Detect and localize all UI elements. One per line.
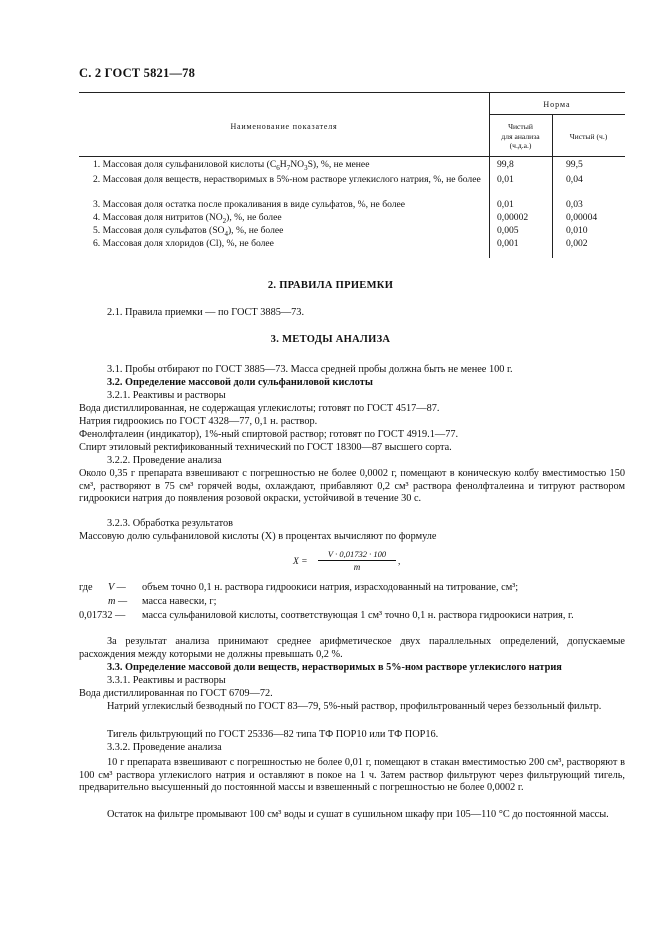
row-value-analysis: 0,01	[497, 174, 514, 185]
column-header-name: Наименование показателя	[230, 122, 338, 131]
column-header-pure-analysis: Чистый для анализа (ч.д.а.)	[501, 122, 540, 150]
subsection-title: 3.2. Определение массовой доли сульфаниловой кислоты	[107, 377, 373, 388]
def-k-symbol: 0,01732 —	[79, 610, 126, 621]
row-value-analysis: 0,005	[497, 225, 519, 236]
row-value-analysis: 0,00002	[497, 212, 529, 223]
row-value-pure: 0,010	[566, 225, 588, 236]
row-value-analysis: 0,01	[497, 199, 514, 210]
row-value-analysis: 99,8	[497, 159, 514, 170]
row-value-pure: 0,03	[566, 199, 583, 210]
subsection-title: 3.3. Определение массовой доли веществ, нерастворимых в 5%-ном растворе углекислого натрия	[107, 662, 562, 673]
paragraph: Тигель фильтрующий по ГОСТ 25336—82 типа ТФ ПОР10 или ТФ ПОР16.	[107, 729, 439, 740]
paragraph: 2.1. Правила приемки — по ГОСТ 3885—73.	[107, 307, 305, 318]
paragraph: 3.3.2. Проведение анализа	[107, 742, 222, 753]
paragraph: Спирт этиловый ректификованный технический по ГОСТ 18300—87 высшего сорта.	[79, 442, 452, 453]
paragraph: Натрия гидроокись по ГОСТ 4328—77, 0,1 н. раствор.	[79, 416, 318, 427]
paragraph: Вода дистиллированная по ГОСТ 6709—72.	[79, 688, 273, 699]
def-v-symbol: V —	[108, 582, 126, 593]
paragraph: Натрий углекислый безводный по ГОСТ 83—79, 5%-ный раствор, профильтрованный через беззольный фильтр.	[107, 701, 602, 712]
formula-fraction	[318, 549, 396, 572]
paragraph: 3.2.2. Проведение анализа	[107, 455, 222, 466]
row-name: 4. Массовая доля нитритов $(NO_2)$, %, не более	[93, 212, 282, 225]
def-k-text: масса сульфаниловой кислоты, соответствующая 1 см³ точно 0,1 н. раствора гидроокиси натрия, г.	[142, 610, 574, 621]
row-name: 5. Массовая доля сульфатов $(SO_4)$, %, не более	[93, 225, 284, 238]
paragraph: За результат анализа принимают среднее арифметическое двух параллельных определений, допускаемые расхождения между которыми не должны превышать 0,2 %.	[79, 636, 625, 660]
row-value-pure: 0,00004	[566, 212, 598, 223]
def-v-text: объем точно 0,1 н. раствора гидроокиси натрия, израсходованный на титрование, см³;	[142, 582, 519, 593]
def-m-symbol: m —	[108, 596, 128, 607]
paragraph: 3.2.1. Реактивы и растворы	[107, 390, 226, 401]
table-top-rule	[79, 92, 625, 93]
fraction-bar	[318, 560, 396, 561]
paragraph: 3.2.3. Обработка результатов	[107, 518, 234, 529]
row-value-analysis: 0,001	[497, 238, 519, 249]
row-name: 3. Массовая доля остатка после прокаливания в виде сульфатов, %, не более	[93, 199, 406, 210]
def-where: где	[79, 582, 93, 593]
paragraph: Массовую долю сульфаниловой кислоты (X) в процентах вычисляют по формуле	[79, 531, 437, 542]
column-header-pure: Чистый (ч.)	[569, 132, 608, 141]
column-header-norm: Норма	[543, 100, 571, 109]
paragraph: Остаток на фильтре промывают 100 см³ воды и сушат в сушильном шкафу при 105—110 °С до постоянной массы.	[107, 809, 609, 820]
row-value-pure: 0,002	[566, 238, 588, 249]
section-title: 3. МЕТОДЫ АНАЛИЗА	[270, 334, 391, 345]
row-name: 1. Массовая доля сульфаниловой кислоты $(C_6H_7NO_3S)$, %, не менее	[93, 159, 370, 172]
table-divider	[489, 92, 490, 258]
formula-end: ,	[398, 557, 401, 567]
paragraph: Вода дистиллированная, не содержащая углекислоты; готовят по ГОСТ 4517—87.	[79, 403, 440, 414]
row-value-pure: 0,04	[566, 174, 583, 185]
section-title: 2. ПРАВИЛА ПРИЕМКИ	[267, 280, 394, 291]
formula-lhs: X =	[293, 557, 308, 567]
formula-denominator: m	[353, 562, 361, 572]
paragraph: 10 г препарата взвешивают с погрешностью не более 0,01 г, помещают в стакан вместимостью 200 см³, растворяют в 100 см³ раствора углекислого натрия и оставляют в покое на 1 ч. Затем раствор фильтруют через фильтрующий тигель, предварительно высушенный до постоянной массы и взвешенный с погрешностью не более 0,0002 г.	[79, 757, 625, 794]
def-m-text: масса навески, г;	[142, 596, 217, 607]
table-header-rule	[79, 156, 625, 157]
formula-numerator: V · 0,01732 · 100	[327, 549, 387, 559]
definitions	[79, 582, 625, 642]
paragraph: Около 0,35 г препарата взвешивают с погрешностью не более 0,0002 г, помещают в коническую колбу вместимостью 150 см³, растворяют в 75 см³ горячей воды, охлаждают, прибавляют 0,2 см³ раствора фенолфталеина и титруют раствором гидроокиси натрия до появления розовой окраски, устойчивой в течение 30 с.	[79, 468, 625, 505]
row-name: 6. Массовая доля хлоридов (Cl), %, не более	[93, 238, 274, 249]
paragraph: Фенолфталеин (индикатор), 1%-ный спиртовой раствор; готовят по ГОСТ 4919.1—77.	[79, 429, 459, 440]
row-value-pure: 99,5	[566, 159, 583, 170]
page-header: С. 2 ГОСТ 5821—78	[79, 66, 196, 80]
row-name: 2. Массовая доля веществ, нерастворимых в 5%-ном растворе углекислого натрия, %, не более	[93, 174, 481, 185]
table-divider	[489, 114, 625, 115]
paragraph: 3.3.1. Реактивы и растворы	[107, 675, 226, 686]
paragraph: 3.1. Пробы отбирают по ГОСТ 3885—73. Масса средней пробы должна быть не менее 100 г.	[107, 364, 513, 375]
